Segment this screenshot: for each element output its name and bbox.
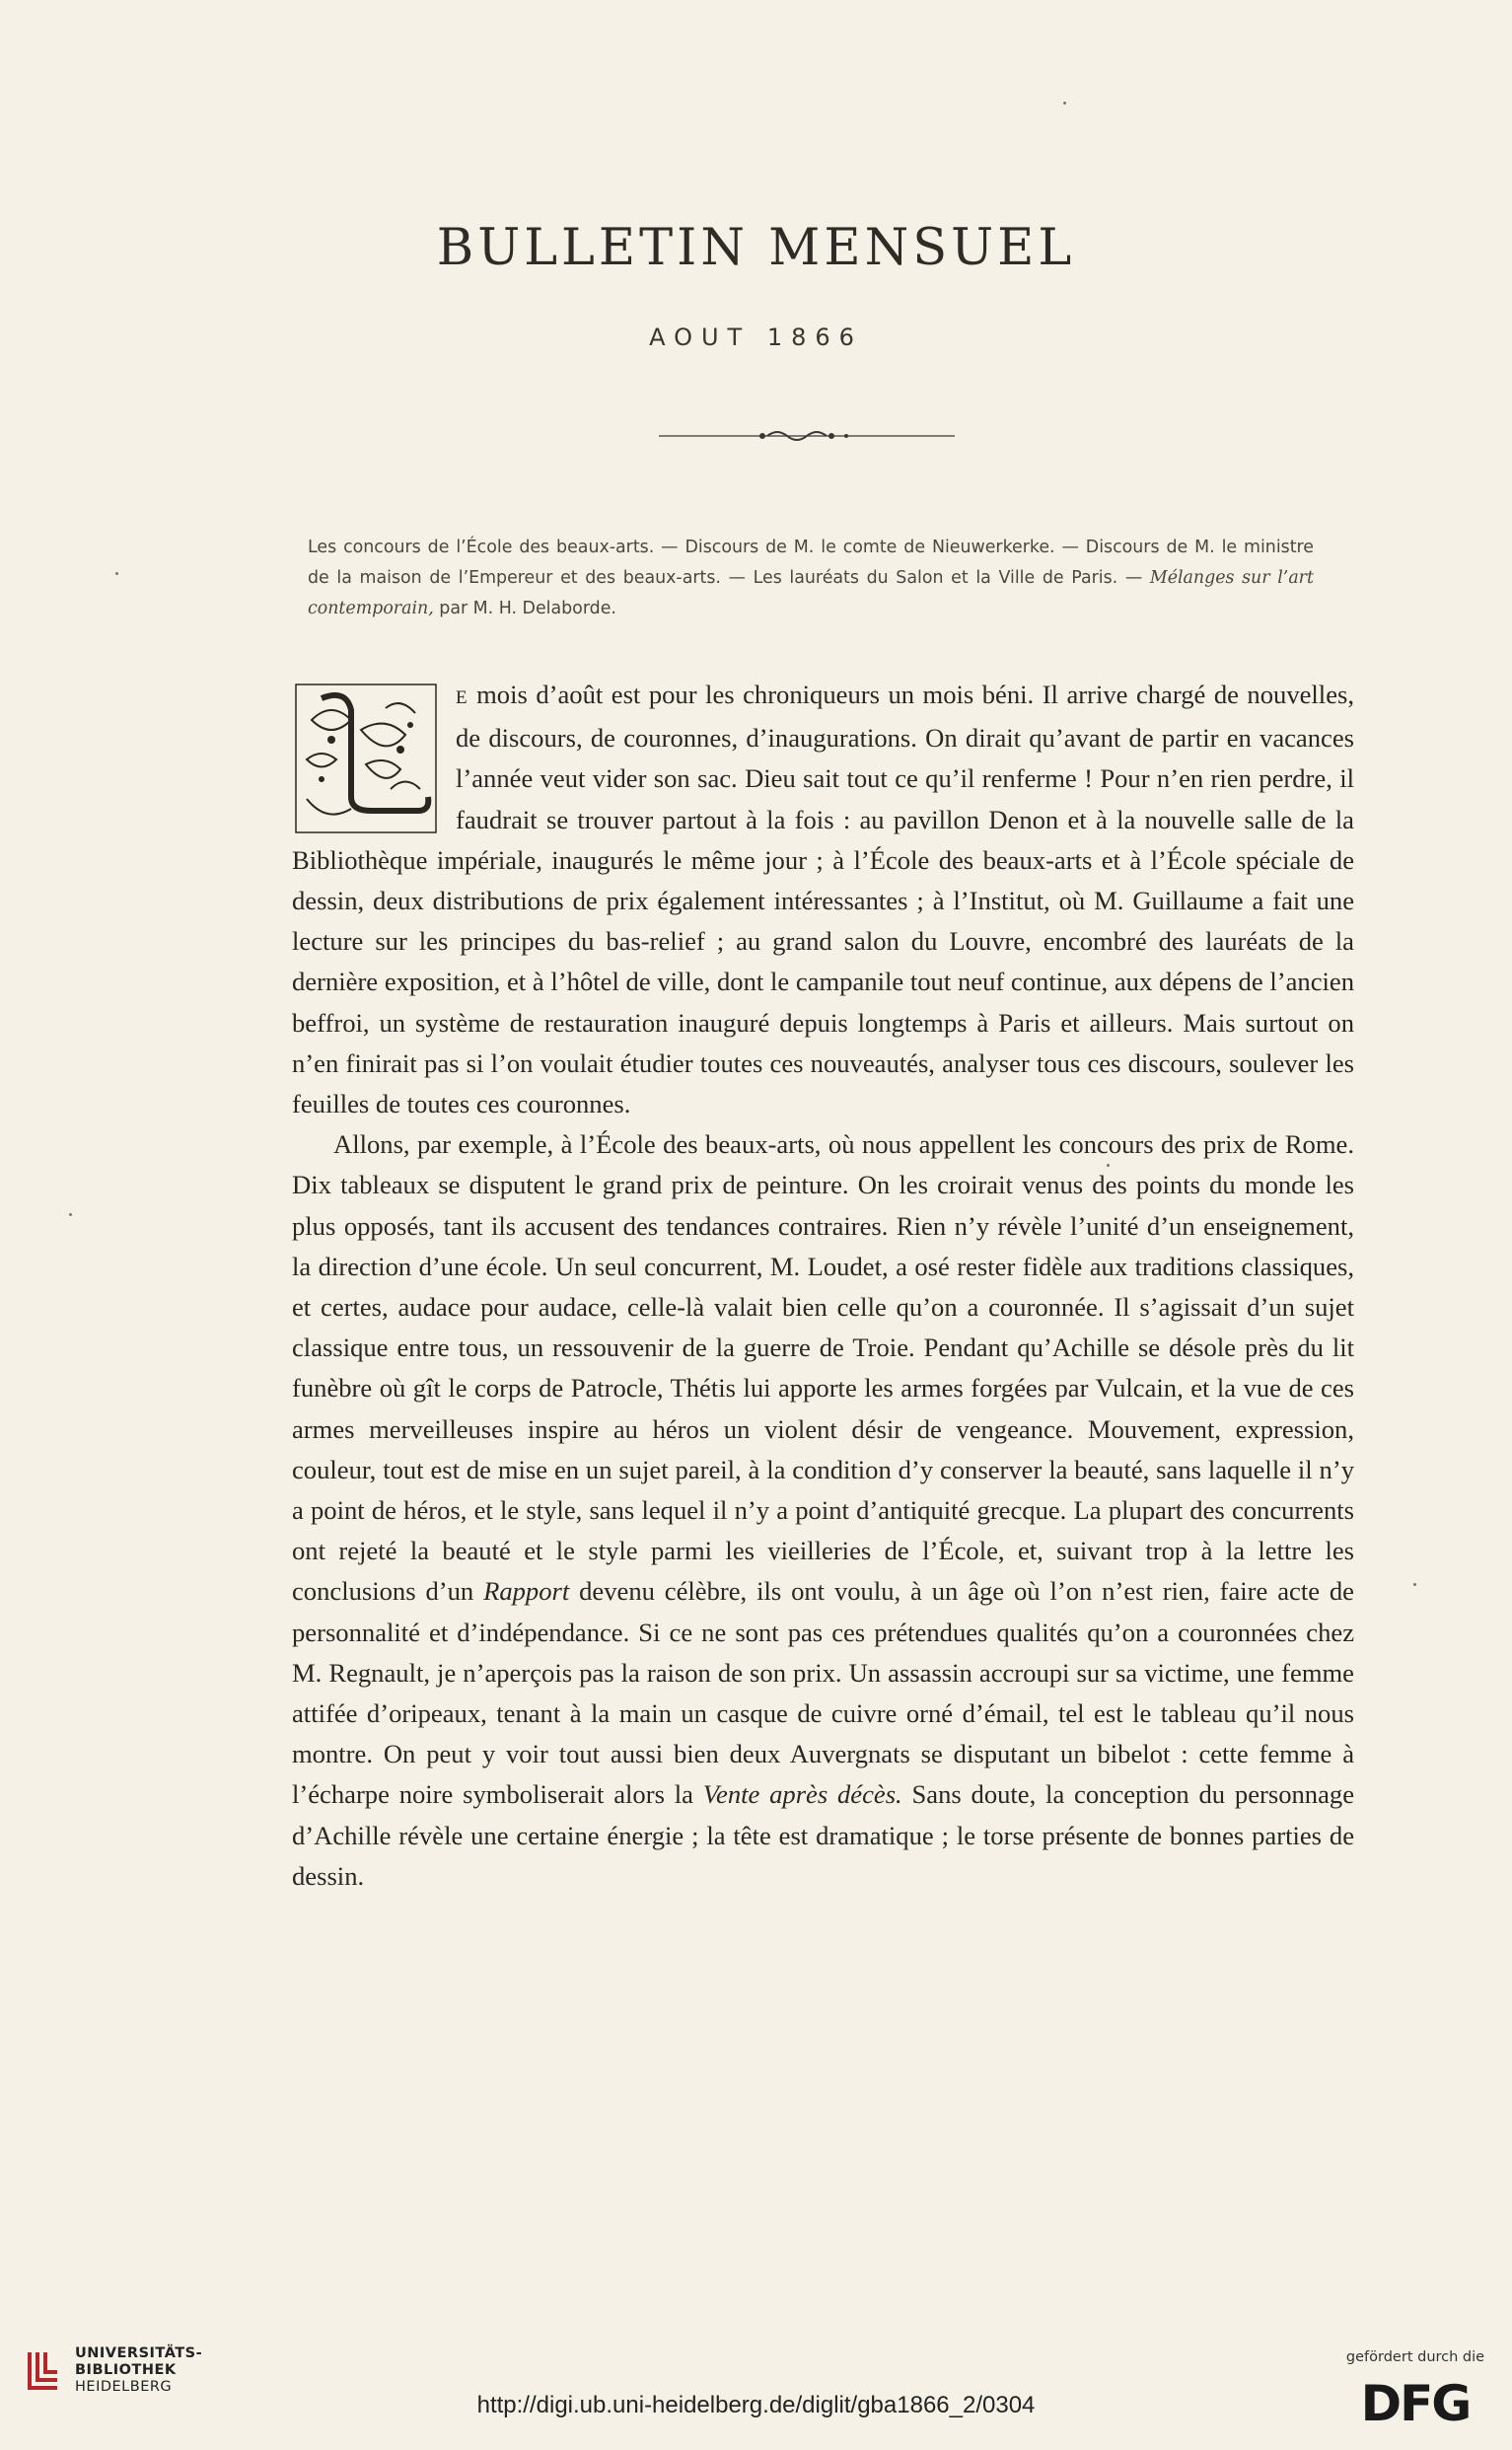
library-name-line-2: BIBLIOTHEK: [75, 2362, 177, 2378]
paper-speck: [1063, 102, 1066, 105]
summary-text: Les concours de l’École des beaux-arts. — Discours de M. le comte de Nieuwerkerke. — Discours de M. le ministre de la maison de l’Empereur et des beaux-arts. — Les lauréats du Salon et la Ville de Paris. —: [308, 538, 1314, 588]
paper-speck: [69, 1213, 72, 1216]
paragraph-1: [292, 675, 1354, 1124]
italic-rapport: Rapport: [483, 1576, 570, 1607]
summary-italic-title: Mélanges sur l’art contemporain,: [308, 568, 1314, 618]
italic-vente-apres-deces: Vente après décès.: [702, 1779, 902, 1810]
summary-author: par M. H. Delaborde.: [433, 599, 616, 618]
source-url[interactable]: http://digi.ub.uni-heidelberg.de/diglit/gba1866_2/0304: [476, 2392, 1036, 2418]
article-body: [292, 675, 1354, 1897]
paper-speck: [1413, 1583, 1416, 1586]
library-name-line-3: HEIDELBERG: [75, 2379, 173, 2395]
paragraph-2: [292, 1124, 1354, 1897]
dfg-logo-icon: [1346, 2377, 1484, 2426]
issue-date: AOUT 1866: [649, 324, 863, 351]
library-logo: [24, 2345, 202, 2396]
ornamental-initial-l-icon: [292, 681, 440, 836]
paragraph-1-text: mois d’août est pour les chroniqueurs un mois béni. Il arrive chargé de nouvelles, de discours, de couronnes, d’inaugurations. On dirait qu’avant de partir en vacances l’année veut vider son sac. Dieu sait tout ce qu’il renferme ! Pour n’en rien perdre, il faudrait se trouver partout à la fois : au pavillon Denon et à la nouvelle salle de la Bibliothèque impériale, inaugurés le même jour ; à l’École des beaux-arts et à l’École spéciale de dessin, deux distributions de prix également intéressantes ; à l’Institut, où M. Guillaume a fait une lecture sur les principes du bas-relief ; au grand salon du Louvre, encombré des lauréats de la dernière exposition, et à l’hôtel de ville, dont le campanile tout neuf continue, aux dépens de l’ancien beffroi, un système de restauration inauguré depuis longtemps à Paris et ailleurs. Mais surtout on n’en finirait pas si l’on voulait étudier toutes ces nouveautés, analyser tous ces discours, soulever les feuilles de toutes ces couronnes.: [292, 680, 1354, 1119]
issue-summary: [308, 533, 1314, 624]
funding-credit: [1341, 2349, 1489, 2426]
library-name-line-1: UNIVERSITÄTS-: [75, 2345, 203, 2361]
funding-label: gefördert durch die: [1345, 2349, 1485, 2365]
ornament-divider-icon: [659, 426, 955, 446]
paper-speck: [1107, 1164, 1110, 1167]
university-library-icon: [24, 2348, 63, 2394]
paragraph-2-text-c: Sans doute, la conception du personnage d’Achille révèle une certaine énergie ; la tête est dramatique ; le torse présente de bonnes parties de dessin.: [292, 1779, 1355, 1891]
page-title: BULLETIN MENSUEL: [436, 219, 1076, 277]
dfg-logo-text: DFG: [1360, 2377, 1471, 2426]
library-name: [75, 2345, 202, 2396]
paragraph-2-text-a: Allons, par exemple, à l’École des beaux-arts, où nous appellent les concours des prix de Rome. Dix tableaux se disputent le grand prix de peinture. On les croirait venus des points du monde les plus opposés, tant ils accusent des tendances contraires. Rien n’y révèle l’unité d’un enseignement, la direction d’une école. Un seul concurrent, M. Loudet, a osé rester fidèle aux traditions classiques, et certes, audace pour audace, celle-là valait bien celle qu’on a couronnée. Il s’agissait d’un sujet classique entre tous, un ressouvenir de la guerre de Troie. Pendant qu’Achille se désole près du lit funèbre où gît le corps de Patrocle, Thétis lui apporte les armes forgées par Vulcain, et la vue de ces armes merveilleuses inspire au héros un violent désir de vengeance. Mouvement, expression, couleur, tout est de mise en un sujet pareil, à la condition d’y conserver la beauté, sans laquelle il n’y a point de héros, et le style, sans lequel il n’y a point d’antiquité grecque. La plupart des concurrents ont rejeté la beauté et le style parmi les vieilleries de l’École, et, suivant trop à la lettre les conclusions d’un: [292, 1129, 1354, 1607]
paragraph-2-text-b: devenu célèbre, ils ont voulu, à un âge où l’on n’est rien, faire acte de personnalité et d’indépendance. Si ce ne sont pas ces prétendues qualités qu’on a couronnées chez M. Regnault, je n’aperçois pas la raison de son prix. Un assassin accroupi sur sa victime, une femme attifée d’oripeaux, tenant à la main un casque de cuivre orné d’émail, tel est le tableau qu’il nous montre. On peut y voir tout aussi bien deux Auvergnats se disputant un bibelot : cette femme à l’écharpe noire symboliserait alors la: [292, 1576, 1354, 1810]
lead-in-smallcap: E: [456, 687, 468, 708]
paper-speck: [115, 572, 118, 575]
